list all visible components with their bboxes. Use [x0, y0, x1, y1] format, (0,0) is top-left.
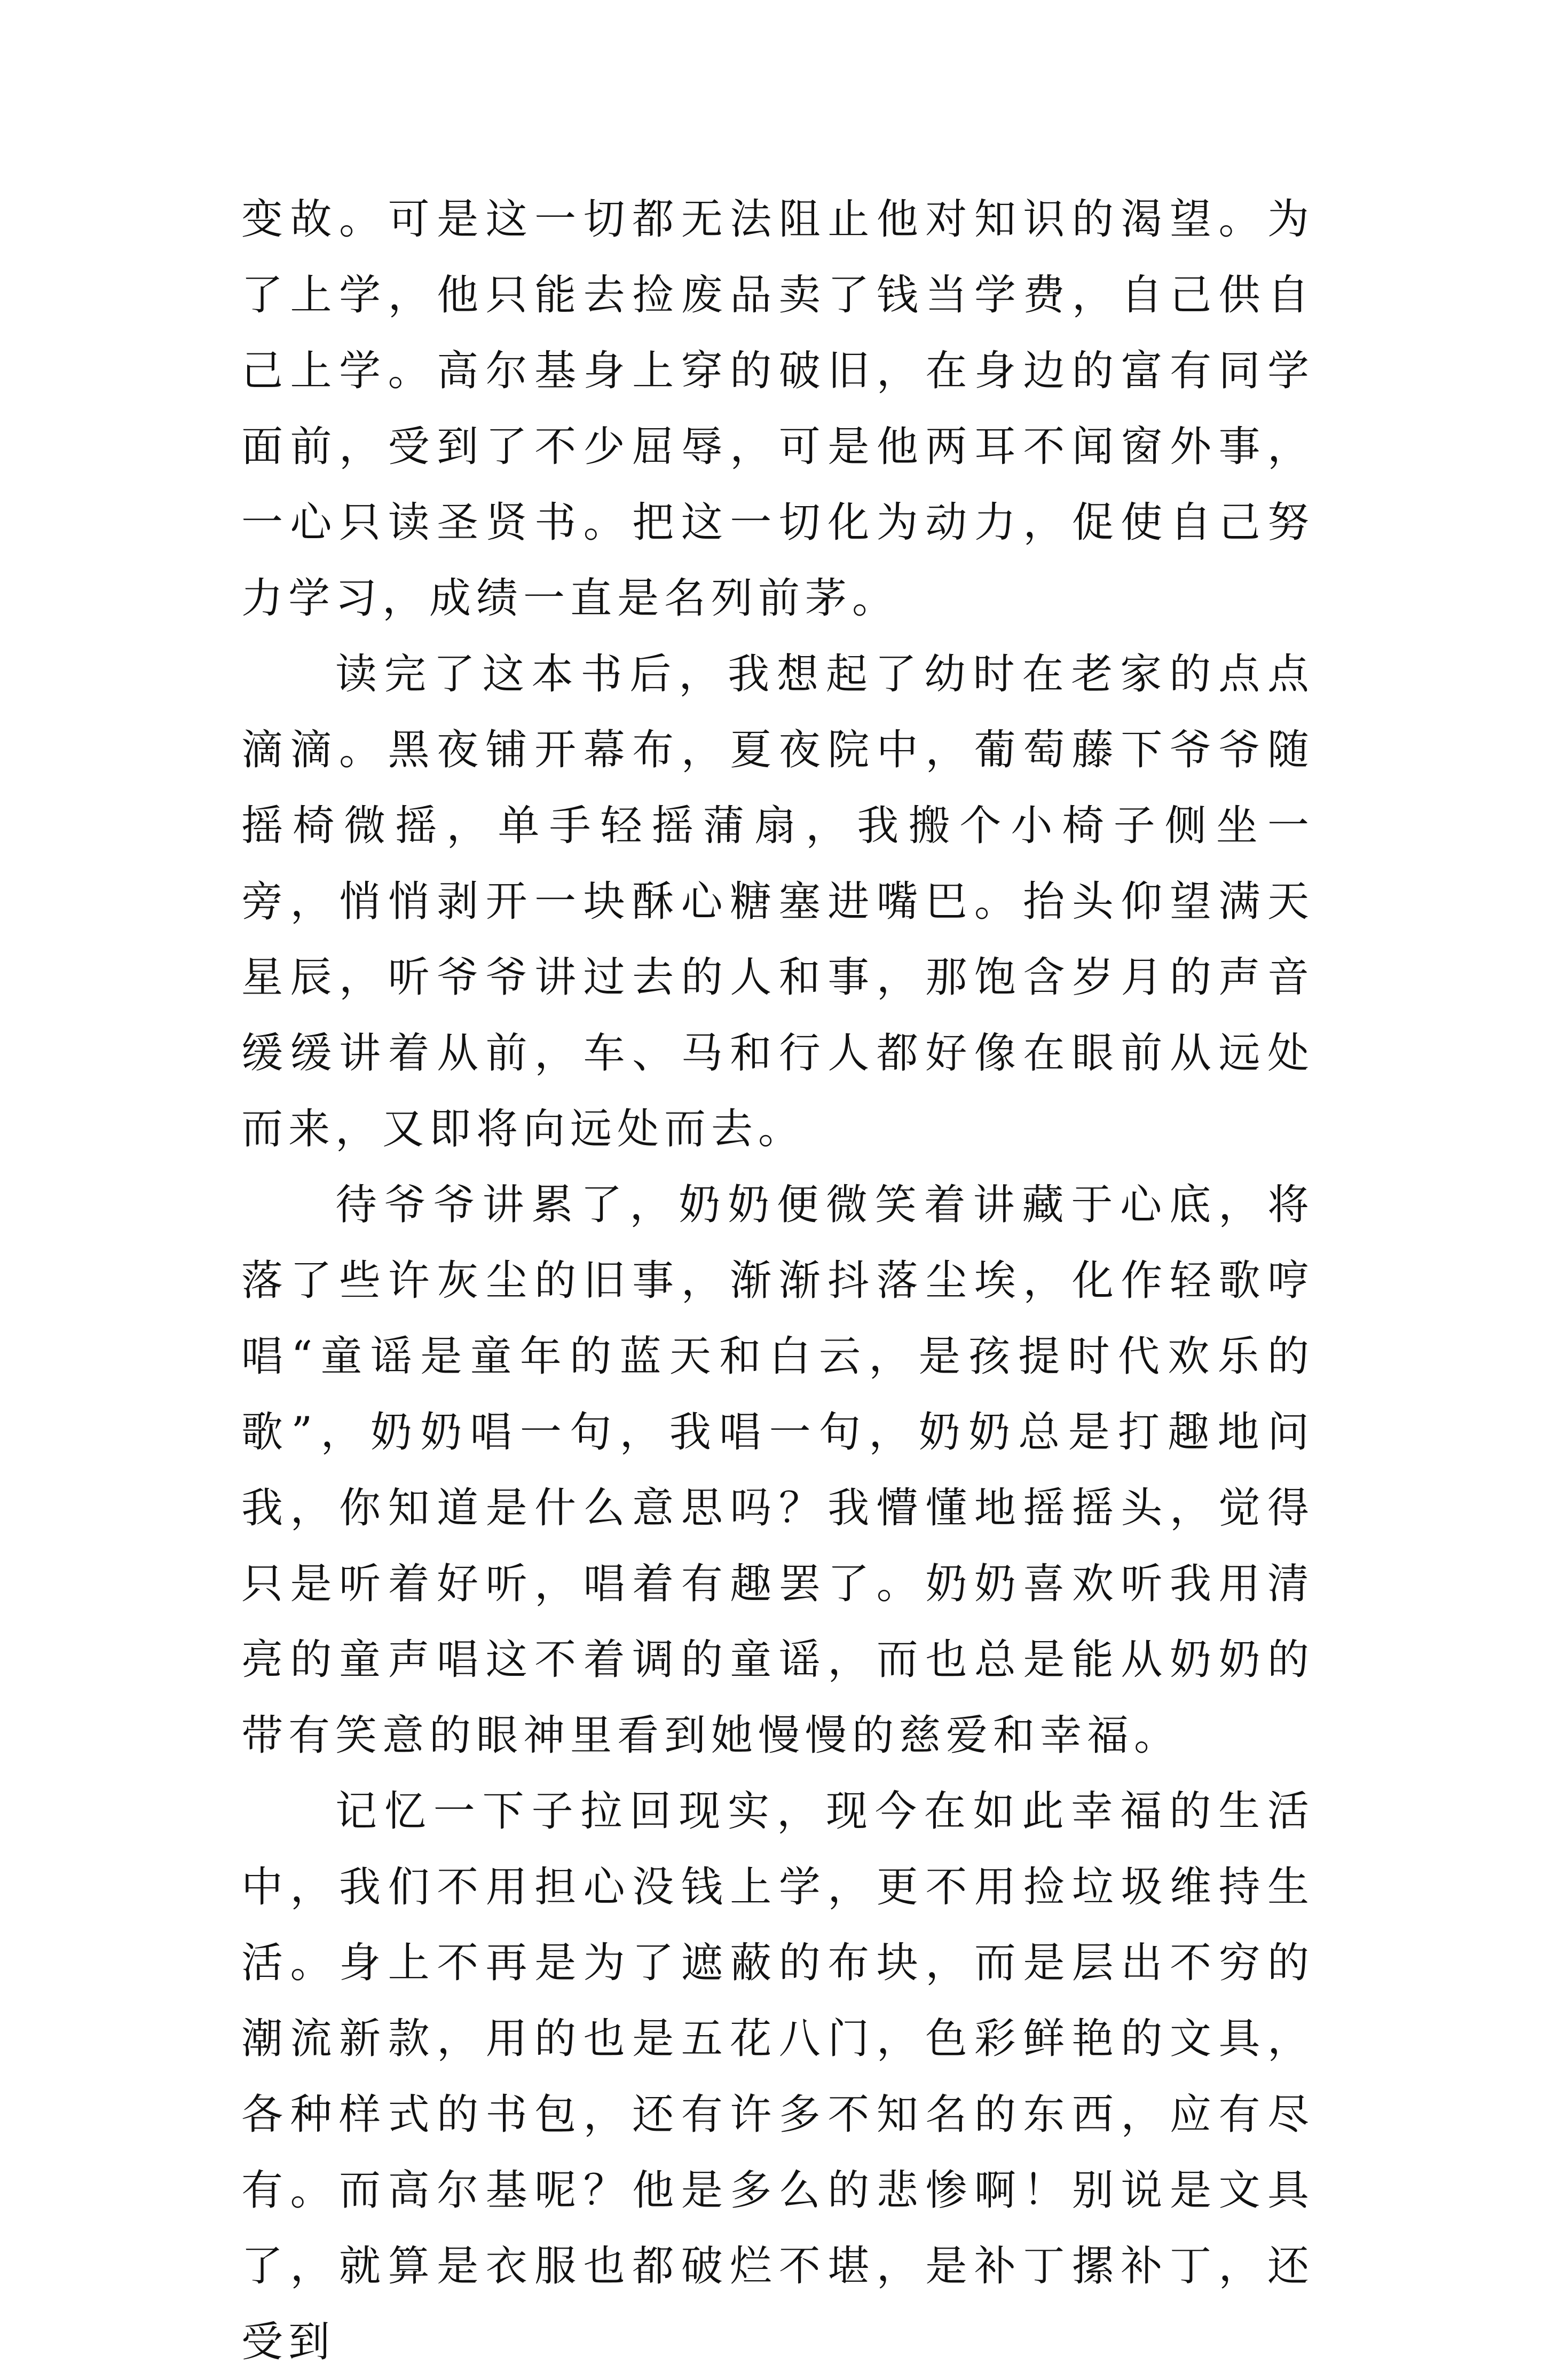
paragraph-1: 变故。可是这一切都无法阻止他对知识的渴望。为了上学，他只能去捡废品卖了钱当学费，自己供自己上学。高尔基身上穿的破旧，在身边的富有同学面前，受到了不少屈辱，可是他两耳不闻窗外事，一心只读圣贤书。把这一切化为动力，促使自己努力学习，成绩一直是名列前茅。: [241, 195, 1314, 622]
paragraph-2: 读完了这本书后，我想起了幼时在老家的点点滴滴。黑夜铺开幕布，夏夜院中，葡萄藤下爷爷随摇椅微摇，单手轻摇蒲扇，我搬个小椅子侧坐一旁，悄悄剥开一块酥心糖塞进嘴巴。抬头仰望满天星辰，听爷爷讲过去的人和事，那饱含岁月的声音缓缓讲着从前，车、马和行人都好像在眼前从远处而来，又即将向远处而去。: [241, 650, 1314, 1153]
paragraph-3: 待爷爷讲累了，奶奶便微笑着讲藏于心底，将落了些许灰尘的旧事，渐渐抖落尘埃，化作轻歌哼唱“童谣是童年的蓝天和白云，是孩提时代欢乐的歌”，奶奶唱一句，我唱一句，奶奶总是打趣地问我，你知道是什么意思吗？我懵懂地摇摇头，觉得只是听着好听，唱着有趣罢了。奶奶喜欢听我用清亮的童声唱这不着调的童谣，而也总是能从奶奶的带有笑意的眼神里看到她慢慢的慈爱和幸福。: [241, 1181, 1314, 1760]
document-body: [241, 182, 1314, 2380]
paragraph-4: 记忆一下子拉回现实，现今在如此幸福的生活中，我们不用担心没钱上学，更不用捡垃圾维持生活。身上不再是为了遮蔽的布块，而是层出不穷的潮流新款，用的也是五花八门，色彩鲜艳的文具，各种样式的书包，还有许多不知名的东西，应有尽有。而高尔基呢？他是多么的悲惨啊！别说是文具了，就算是衣服也都破烂不堪，是补丁摞补丁，还受到: [241, 1787, 1314, 2366]
